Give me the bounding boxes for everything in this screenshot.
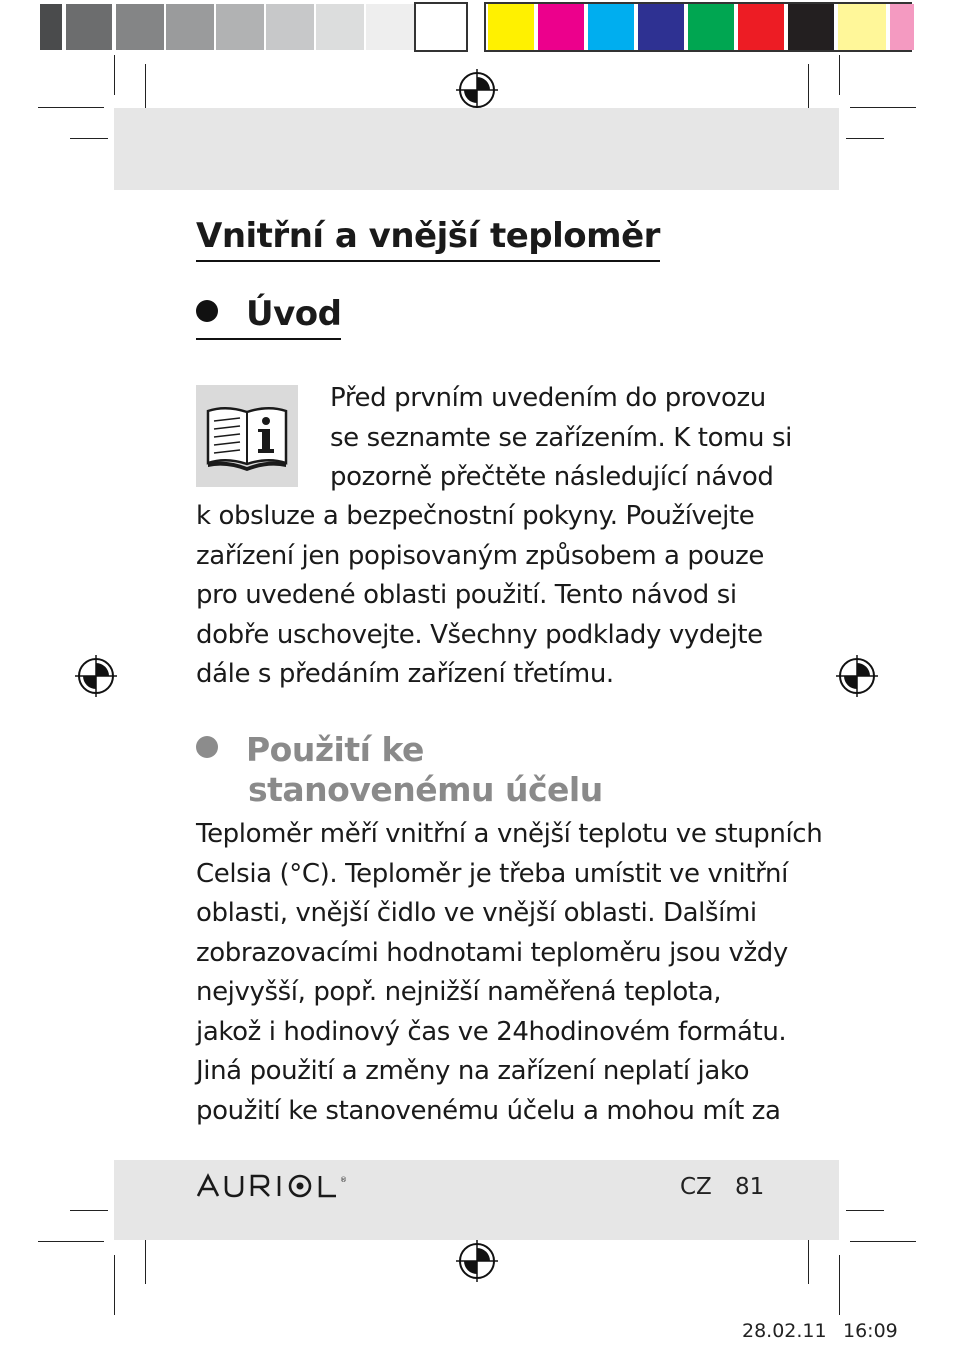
text-line: dále s předáním zařízení třetímu. — [196, 659, 614, 689]
text-line: Teploměr měří vnitřní a vnější teplotu ve stupních — [196, 819, 823, 849]
section-heading-line: Použití ke — [246, 730, 424, 769]
registration-mark-icon — [75, 655, 117, 697]
text-line: Celsia (°C). Teploměr je třeba umístit ve vnitřní — [196, 858, 788, 889]
yellow-swatch — [488, 4, 534, 50]
intro-paragraph — [196, 497, 764, 695]
bullet-icon — [196, 300, 218, 322]
text-line: Před prvním uvedením do provozu — [330, 383, 766, 413]
gray-swatch — [366, 4, 414, 50]
crop-mark — [114, 55, 115, 95]
registration-mark-icon — [456, 1240, 498, 1282]
header-band — [114, 108, 839, 190]
crop-mark — [114, 1255, 115, 1315]
crop-mark — [38, 1241, 104, 1242]
svg-text:®: ® — [340, 1176, 347, 1184]
section-heading-intended-use — [196, 730, 603, 810]
crop-mark — [850, 1241, 916, 1242]
gray-swatch — [316, 4, 364, 50]
gray-swatch — [266, 4, 314, 50]
crop-mark — [846, 138, 884, 139]
intended-use-paragraph — [196, 815, 822, 1131]
registration-mark-icon — [456, 69, 498, 111]
text-line: Jiná použití a změny na zařízení neplatí jako — [196, 1056, 750, 1086]
registration-mark-icon — [836, 655, 878, 697]
intro-paragraph-wrapped — [330, 379, 792, 498]
text-line: se seznamte se zařízením. K tomu si — [330, 422, 792, 453]
crop-mark — [38, 107, 104, 108]
footer-page-number: 81 — [735, 1174, 765, 1200]
text-line: jakož i hodinový čas ve 24hodinovém formátu. — [196, 1016, 787, 1047]
section-heading-text: Úvod — [246, 294, 342, 334]
text-line: pozorně přečtěte následující návod — [330, 462, 774, 492]
green-swatch — [688, 4, 734, 50]
crop-mark — [850, 107, 916, 108]
bullet-icon — [196, 736, 218, 758]
red-swatch — [738, 4, 784, 50]
document-title: Vnitřní a vnější teploměr — [196, 214, 660, 262]
text-line: použití ke stanovenému účelu a mohou mít za — [196, 1095, 781, 1126]
print-date: 28.02.11 — [742, 1320, 827, 1342]
text-line: k obsluze a bezpečnostní pokyny. Používejte — [196, 501, 755, 531]
text-line: oblasti, vnější čidlo ve vnější oblasti. Dalšími — [196, 898, 757, 928]
print-time: 16:09 — [843, 1320, 898, 1342]
gray-swatch — [166, 4, 214, 50]
cyan-swatch — [588, 4, 634, 50]
crop-mark — [846, 1210, 884, 1211]
text-line: zobrazovacími hodnotami teploměru jsou vždy — [196, 937, 788, 968]
magenta-swatch — [538, 4, 584, 50]
pink-swatch — [890, 4, 914, 50]
gray-swatch — [116, 4, 164, 50]
crop-mark — [839, 55, 840, 95]
gray-swatch — [40, 4, 62, 50]
crop-mark — [70, 1210, 108, 1211]
gray-swatch — [66, 4, 112, 50]
gray-bar-outline — [414, 2, 468, 52]
crop-mark — [839, 1255, 840, 1315]
blue-swatch — [638, 4, 684, 50]
crop-mark — [70, 138, 108, 139]
text-line: dobře uschovejte. Všechny podklady vydejte — [196, 619, 763, 650]
footer-language: CZ — [680, 1174, 712, 1200]
gray-swatch — [216, 4, 264, 50]
section-heading-line: stanovenému účelu — [248, 770, 603, 809]
text-line: nejvyšší, popř. nejnižší naměřená teplota, — [196, 977, 722, 1007]
black-swatch — [788, 4, 834, 50]
book-info-icon — [196, 385, 298, 487]
brand-logo — [196, 1172, 356, 1202]
text-line: pro uvedené oblasti použití. Tento návod si — [196, 580, 737, 610]
section-heading-intro — [196, 292, 341, 340]
text-line: zařízení jen popisovaným způsobem a pouze — [196, 540, 764, 571]
light-yellow-swatch — [838, 4, 886, 50]
